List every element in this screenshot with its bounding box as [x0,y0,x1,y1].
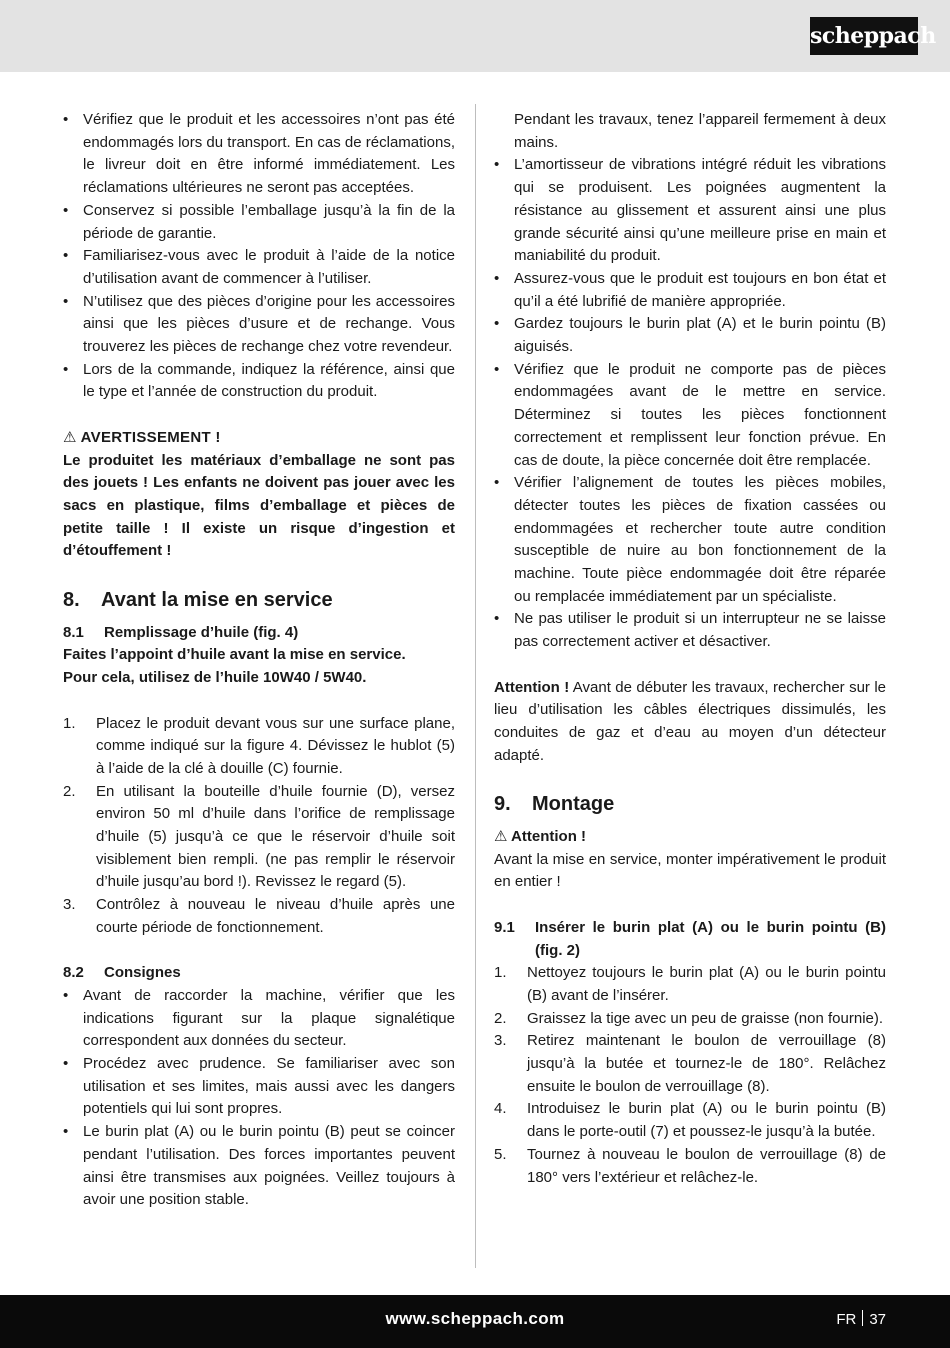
list-item: • Gardez toujours le burin plat (A) et le burin pointu (B) aiguisés. [494,315,886,356]
warning-text: Le produitet les matériaux d’emballage ne sont pas des jouets ! Les enfants ne doivent pas jouer avec les sacs en plastique, films d’emballage et pièces de petite taille ! Il existe un risque d’ingestion et d’étouffement ! [63,451,455,560]
section-9-heading: 9. Montage [494,793,615,816]
footer-url: www.scheppach.com [385,1309,565,1328]
list-item: • Lors de la commande, indiquez la référence, ainsi que le type et l’année de construction du produit. [63,360,455,401]
list-item: 4. Introduisez le burin plat (A) ou le burin pointu (B) dans le porte-outil (7) et poussez-le jusqu’à la butée. [494,1100,886,1141]
instructions-bullet-list [63,985,455,1212]
list-item: • Procédez avec prudence. Se familiariser avec son utilisation et ses limites, mais aussi avec les dangers potentiels qui lui sont propres. [63,1055,455,1118]
header-band [0,0,950,72]
list-item: • L’amortisseur de vibrations intégré réduit les vibrations qui se produisent. Les poignées augmentent la résistance au glissement et assurent ainsi une plus grande sécurité ainsi qu’une meilleure prise en main et maniabilité du produit. [494,156,886,265]
left-column [63,109,455,1212]
warning-title: ⚠ AVERTISSEMENT ! [63,428,221,446]
list-item: 3. Contrôlez à nouveau le niveau d’huile après une courte période de fonctionnement. [63,896,455,936]
footer-bar [0,1295,950,1348]
list-item: • Assurez-vous que le produit est toujours en bon état et qu’il a été lubrifié de manière appropriée. [494,269,886,310]
brand-logo: scheppach [810,17,918,55]
list-item: • Avant de raccorder la machine, vérifier que les indications figurant sur la plaque signalétique correspondent aux données du secteur. [63,986,455,1050]
continuation-text: Pendant les travaux, tenez l’appareil fermement à deux mains. [514,111,886,151]
list-item: • Le burin plat (A) ou le burin pointu (B) peut se coincer pendant l’utilisation. Des forces importantes peuvent ainsi être transmises aux poignées. Veillez toujours à avoir une position stable. [63,1123,455,1209]
column-divider [475,104,476,1268]
list-item: 5. Tournez à nouveau le boulon de verrouillage (8) de 180° vers l’extérieur et relâchez-le. [494,1145,886,1186]
oil-instruction-line-2: Pour cela, utilisez de l’huile 10W40 / 5W40. [63,669,367,687]
list-item: • Vérifier l’alignement de toutes les pièces mobiles, détecter toutes les pièces de fixation cassées ou endommagées et rechercher toute autre condition susceptible de nuire au bon fonctionnement de la machine. Toute pièce endommagée doit être réparée ou remplacée immédiatement par un spécialiste. [494,474,886,605]
list-item: • Vérifiez que le produit et les accessoires n’ont pas été endommagés lors du transport. En cas de réclamations, le livreur doit en être informé immédiatement. Les réclamations ultérieures ne seront pas acceptées. [63,111,455,197]
list-item: 3. Retirez maintenant le boulon de verrouillage (8) jusqu’à la butée et tournez-le de 180°. Relâchez ensuite le boulon de verrouillage (8). [494,1032,886,1095]
list-item: • N’utilisez que des pièces d’origine pour les accessoires ainsi que les pièces d’usure et de rechange. Vous trouverez les pièces de rechange chez votre revendeur. [63,292,455,356]
page-number: FR 37 [836,1311,886,1328]
section-8-heading: 8. Avant la mise en service [63,588,333,611]
list-item: 2. En utilisant la bouteille d’huile fournie (D), versez environ 50 ml d’huile dans l’orifice de remplissage d’huile (5) jusqu’à ce que le réservoir d’huile soit visiblement bien rempli. (ne pas remplir le réservoir d’huile jusqu’au bord !). Revissez le regard (5). [63,782,455,891]
subsection-8-1-heading: 8.1 Remplissage d’huile (fig. 4) [63,623,299,641]
chisel-insert-steps [494,962,886,1189]
oil-fill-steps [63,713,455,940]
list-item: 2. Graissez la tige avec un peu de graisse (non fournie). [494,1009,884,1027]
list-item: • Vérifiez que le produit ne comporte pas de pièces endommagées avant de le mettre en service. Déterminez si toutes les pièces fonctionnent correctement et remplissent leur fonction prévue. En cas de doute, la pièce concernée doit être remplacée. [494,360,886,469]
list-item: 1. Nettoyez toujours le burin plat (A) ou le burin pointu (B) avant de l’insérer. [494,964,886,1004]
list-item: • Conservez si possible l’emballage jusqu’à la fin de la période de garantie. [63,201,455,242]
attention-text: Avant la mise en service, monter impérativement le produit en entier ! [494,850,886,891]
attention-title: ⚠ Attention ! [494,828,587,846]
list-item: 1. Placez le produit devant vous sur une surface plane, comme indiqué sur la figure 4. Dévissez le hublot (5) à l’aide de la clé à douille (C) fournie. [63,714,455,777]
right-column [494,109,886,1189]
intro-bullet-list [63,109,455,404]
list-item: • Ne pas utiliser le produit si un interrupteur ne se laisse pas correctement activer et désactiver. [494,610,886,651]
subsection-9-1-heading: 9.1 Insérer le burin plat (A) ou le burin pointu (B) (fig. 2) [494,918,886,959]
subsection-8-2-heading: 8.2 Consignes [63,964,181,982]
oil-instruction-line-1: Faites l’appoint d’huile avant la mise en service. [63,646,406,664]
attention-paragraph: Attention ! Avant de débuter les travaux, rechercher sur le lieu d’utilisation les câbles électriques dissimulés, les conduites de gaz et d’eau au moyen d’un détecteur adapté. [494,678,886,764]
list-item: • Familiarisez-vous avec le produit à l’aide de la notice d’utilisation avant de commencer à l’utiliser. [63,247,455,287]
safety-bullet-list [494,154,886,653]
